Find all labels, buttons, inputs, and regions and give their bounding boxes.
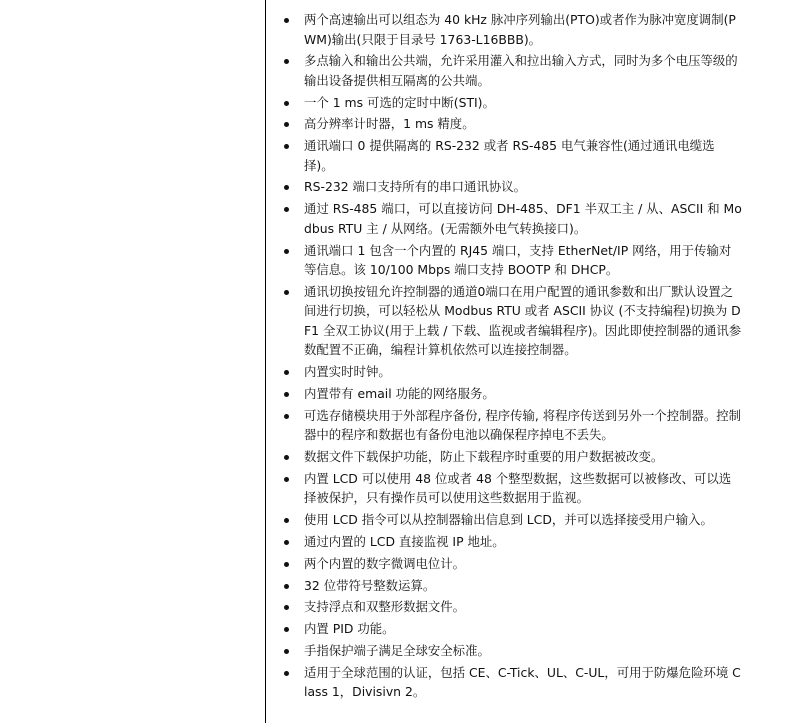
bullet-icon bbox=[284, 18, 289, 23]
bullet-icon bbox=[284, 605, 289, 610]
list-item bbox=[283, 177, 743, 197]
list-item bbox=[283, 663, 743, 702]
feature-text: 一个 1 ms 可选的定时中断(STI)。 bbox=[304, 94, 495, 110]
list-item bbox=[283, 447, 743, 467]
bullet-icon bbox=[284, 477, 289, 482]
bullet-icon bbox=[284, 370, 289, 375]
list-item bbox=[283, 641, 743, 661]
list-item bbox=[283, 554, 743, 574]
feature-text: 两个高速输出可以组态为 40 kHz 脉冲序列输出(PTO)或者作为脉冲宽度调制(PWM)输出(只限于目录号 1763-L16BBB)。 bbox=[304, 12, 736, 47]
feature-text: 数据文件下载保护功能，防止下载程序时重要的用户数据被改变。 bbox=[304, 449, 664, 465]
bullet-icon bbox=[284, 122, 289, 127]
feature-text: 高分辨率计时器，1 ms 精度。 bbox=[304, 116, 475, 132]
feature-text: 两个内置的数字微调电位计。 bbox=[304, 555, 466, 571]
list-item bbox=[283, 362, 743, 382]
bullet-icon bbox=[284, 584, 289, 589]
feature-text: 内置实时时钟。 bbox=[304, 364, 391, 380]
feature-text: 通过 RS-485 端口，可以直接访问 DH-485、DF1 半双工主 / 从、ASCII 和 Modbus RTU 主 / 从网络。(无需额外电气转换接口)。 bbox=[304, 201, 742, 236]
bullet-icon bbox=[284, 455, 289, 460]
list-item bbox=[283, 469, 743, 508]
bullet-icon bbox=[284, 649, 289, 654]
feature-text: 可选存储模块用于外部程序备份, 程序传输, 将程序传送到另外一个控制器。控制器中的程序和数据也有备份电池以确保程序掉电不丢失。 bbox=[304, 407, 742, 443]
bullet-icon bbox=[284, 249, 289, 254]
feature-text: 通讯端口 0 提供隔离的 RS-232 或者 RS-485 电气兼容性(通过通讯电缆选择)。 bbox=[304, 138, 715, 173]
bullet-icon bbox=[284, 518, 289, 523]
list-item bbox=[283, 282, 743, 360]
bullet-icon bbox=[284, 144, 289, 149]
list-item bbox=[283, 576, 743, 596]
list-item bbox=[283, 510, 743, 530]
list-item bbox=[283, 10, 743, 49]
feature-text: RS-232 端口支持所有的串口通讯协议。 bbox=[304, 179, 527, 195]
list-item bbox=[283, 241, 743, 280]
list-item bbox=[283, 93, 743, 113]
list-item bbox=[283, 406, 743, 445]
feature-text: 通讯切换按钮允许控制器的通道0端口在用户配置的通讯参数和出厂默认设置之间进行切换，可以轻松从 Modbus RTU 或者 ASCII 协议 (不支持编程)切换为 DF1 全双工协议(用于上载 / 下载、监视或者编辑程序)。因此即使控制器的通讯参数配置不正确，编程计算机依然可以连接控制器。 bbox=[304, 283, 742, 358]
list-item bbox=[283, 532, 743, 552]
feature-text: 支持浮点和双整形数据文件。 bbox=[304, 599, 466, 615]
feature-text: 多点输入和输出公共端，允许采用灌入和拉出输入方式，同时为多个电压等级的输出设备提供相互隔离的公共端。 bbox=[304, 53, 738, 88]
list-item bbox=[283, 384, 743, 404]
page-margin-rule bbox=[265, 0, 266, 723]
list-item bbox=[283, 136, 743, 175]
bullet-icon bbox=[284, 185, 289, 190]
feature-list bbox=[283, 10, 743, 704]
feature-text: 32 位带符号整数运算。 bbox=[304, 577, 436, 593]
bullet-icon bbox=[284, 562, 289, 567]
list-item bbox=[283, 51, 743, 90]
feature-text: 通过内置的 LCD 直接监视 IP 地址。 bbox=[304, 533, 505, 549]
list-item bbox=[283, 619, 743, 639]
feature-text: 手指保护端子满足全球安全标准。 bbox=[304, 642, 490, 658]
bullet-icon bbox=[284, 540, 289, 545]
bullet-icon bbox=[284, 671, 289, 676]
feature-text: 内置 PID 功能。 bbox=[304, 621, 395, 637]
bullet-icon bbox=[284, 414, 289, 419]
feature-text: 通讯端口 1 包含一个内置的 RJ45 端口，支持 EtherNet/IP 网络，用于传输对等信息。该 10/100 Mbps 端口支持 BOOTP 和 DHCP。 bbox=[304, 242, 732, 278]
list-item bbox=[283, 114, 743, 134]
bullet-icon bbox=[284, 392, 289, 397]
bullet-icon bbox=[284, 101, 289, 106]
feature-text: 使用 LCD 指令可以从控制器输出信息到 LCD，并可以选择接受用户输入。 bbox=[304, 512, 713, 528]
bullet-icon bbox=[284, 290, 289, 295]
bullet-icon bbox=[284, 627, 289, 632]
bullet-icon bbox=[284, 59, 289, 64]
feature-text: 内置 LCD 可以使用 48 位或者 48 个整型数据，这些数据可以被修改、可以选择被保护，只有操作员可以使用这些数据用于监视。 bbox=[304, 470, 732, 506]
bullet-icon bbox=[284, 207, 289, 212]
list-item bbox=[283, 199, 743, 238]
list-item bbox=[283, 597, 743, 617]
feature-text: 适用于全球范围的认证，包括 CE、C-Tick、UL、C-UL，可用于防爆危险环境 Class 1，Divisivn 2。 bbox=[304, 664, 741, 700]
feature-text: 内置带有 email 功能的网络服务。 bbox=[304, 385, 495, 401]
